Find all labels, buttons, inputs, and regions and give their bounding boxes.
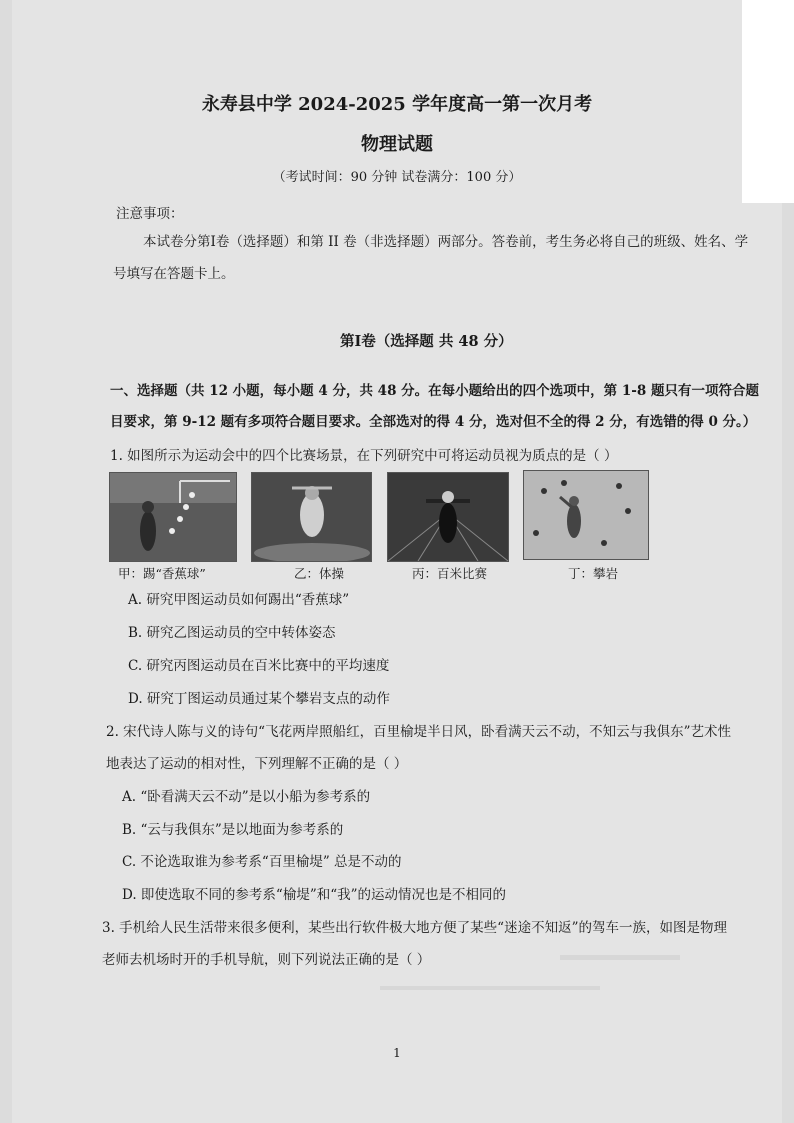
q2-option-c: C. 不论选取谁为参考系“百里榆堤” 总是不动的 (122, 854, 402, 870)
scan-artifact (560, 955, 680, 960)
photo-sprint (387, 472, 509, 562)
q2-option-d: D. 即使选取不同的参考系“榆堤”和“我”的运动情况也是不相同的 (122, 887, 507, 903)
section-title: 第Ⅰ卷（选择题 共 48 分） (340, 333, 513, 350)
q2-option-b: B. “云与我俱东”是以地面为参考系的 (122, 822, 344, 838)
q1-option-c: C. 研究丙图运动员在百米比赛中的平均速度 (128, 658, 390, 674)
q2-option-a: A. “卧看满天云不动”是以小船为参考系的 (122, 789, 371, 805)
subject-title: 物理试题 (361, 134, 433, 155)
q1-option-a: A. 研究甲图运动员如何踢出“香蕉球” (128, 592, 350, 608)
section-instruction-2: 目要求，第 9-12 题有多项符合题目要求。全部选对的得 4 分，选对但不全的得 2 分，有选错的得 0 分。） (110, 414, 757, 430)
notice-line-1: 本试卷分第Ⅰ卷（选择题）和第 II 卷（非选择题）两部分。答卷前，考生务必将自己的班级、姓名、学 (143, 234, 749, 250)
caption-yi: 乙：体操 (294, 566, 345, 581)
q1-stem: 1. 如图所示为运动会中的四个比赛场景，在下列研究中可将运动员视为质点的是（ ） (110, 448, 618, 464)
photo-rock-climbing (523, 470, 649, 560)
caption-bing: 丙：百米比赛 (412, 566, 488, 581)
caption-ding: 丁：攀岩 (568, 566, 619, 581)
q2-stem-1: 2. 宋代诗人陈与义的诗句“飞花两岸照船红，百里榆堤半日风，卧看满天云不动，不知云与我俱东”艺术性 (106, 724, 731, 740)
exam-info: （考试时间：90 分钟 试卷满分：100 分） (272, 170, 522, 185)
notice-heading: 注意事项： (116, 206, 184, 222)
scan-artifact (380, 986, 600, 990)
page-number: 1 (393, 1046, 401, 1060)
q3-stem-2: 老师去机场时开的手机导航，则下列说法正确的是（ ） (102, 952, 431, 968)
exam-title: 永寿县中学 2024-2025 学年度高一第一次月考 (201, 94, 593, 115)
notice-line-2: 号填写在答题卡上。 (113, 266, 235, 282)
photo-football (109, 472, 237, 562)
section-instruction-1: 一、选择题（共 12 小题，每小题 4 分，共 48 分。在每小题给出的四个选项中，第 1-8 题只有一项符合题 (110, 383, 759, 399)
q2-stem-2: 地表达了运动的相对性，下列理解不正确的是（ ） (106, 756, 408, 772)
q3-stem-1: 3. 手机给人民生活带来很多便利，某些出行软件极大地方便了某些“迷途不知返”的驾车一族，如图是物理 (102, 920, 727, 936)
q1-option-d: D. 研究丁图运动员通过某个攀岩支点的动作 (128, 691, 390, 707)
q1-option-b: B. 研究乙图运动员的空中转体姿态 (128, 625, 336, 641)
caption-jia: 甲：踢“香蕉球” (118, 566, 206, 581)
photo-gymnastics (251, 472, 372, 562)
